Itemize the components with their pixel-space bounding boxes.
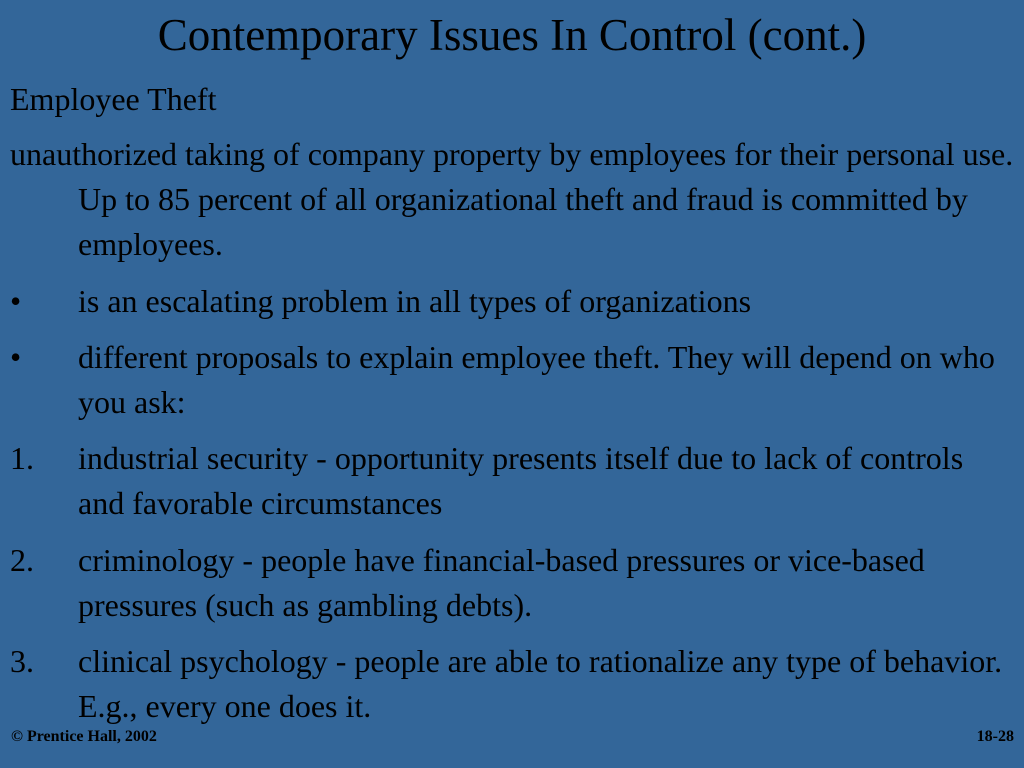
- bullet-marker: •: [10, 339, 22, 375]
- slide-title: Contemporary Issues In Control (cont.): [157, 10, 867, 60]
- number-marker: 2.: [10, 542, 34, 578]
- numbered-text: clinical psychology - people are able to rationalize any type of behavior. E.g., every one does it.: [78, 643, 1003, 724]
- page-number: 18-28: [976, 728, 1014, 745]
- numbered-item: [10, 639, 1015, 729]
- bullet-marker: •: [10, 283, 22, 319]
- definition-text: unauthorized taking of company property by employees for their personal use. Up to 85 percent of all organizational theft and fraud is committed by employees.: [10, 136, 1014, 262]
- bullet-item: [10, 279, 1015, 324]
- copyright-notice: © Prentice Hall, 2002: [11, 728, 157, 745]
- bullet-text: is an escalating problem in all types of organizations: [78, 283, 752, 319]
- number-marker: 1.: [10, 440, 34, 476]
- bullet-item: [10, 335, 1015, 425]
- number-marker: 3.: [10, 643, 34, 679]
- definition-paragraph: [10, 132, 1015, 267]
- numbered-item: [10, 538, 1015, 628]
- numbered-text: industrial security - opportunity presents itself due to lack of controls and favorable circumstances: [78, 440, 964, 521]
- bullet-text: different proposals to explain employee theft. They will depend on who you ask:: [78, 339, 995, 420]
- numbered-item: [10, 436, 1015, 526]
- numbered-text: criminology - people have financial-based pressures or vice-based pressures (such as gambling debts).: [78, 542, 925, 623]
- section-heading: Employee Theft: [10, 81, 217, 117]
